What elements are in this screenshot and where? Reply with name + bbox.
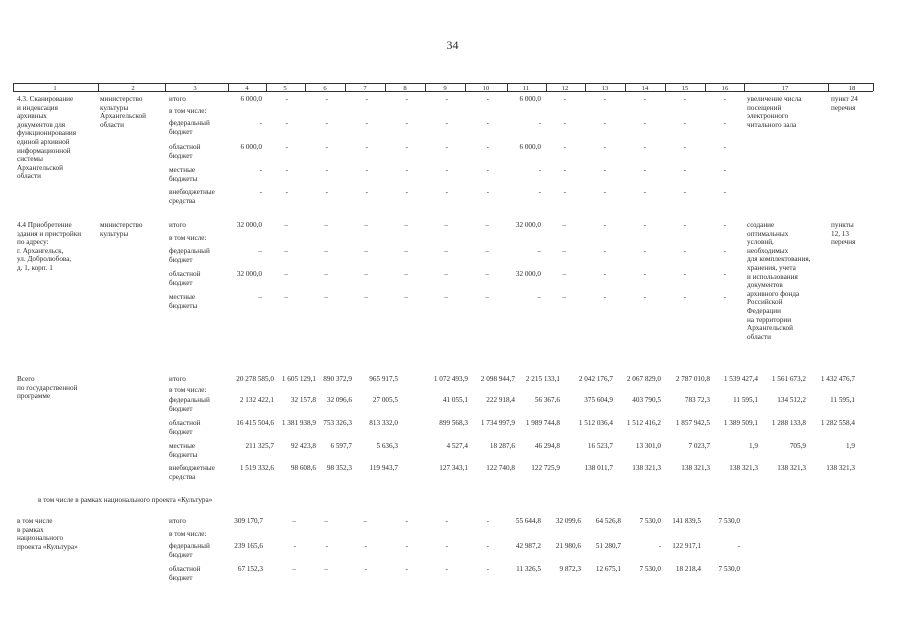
cell-value: - [683,221,686,229]
cell-value: – [404,270,408,278]
cell-value: 6 000,0 [240,143,262,151]
cell-value: - [603,270,606,278]
cell-value: 138 321,3 [681,464,710,472]
cell-value: - [683,247,686,255]
cell-value: 32 099,6 [555,517,581,525]
cell-value: - [445,517,448,525]
cell-value: 56 367,6 [534,396,560,404]
cell-value: 1,9 [846,442,855,450]
header-divider [507,83,508,91]
cell-value: 5 636,3 [376,442,398,450]
cell-value: - [285,188,288,196]
column-number: 13 [601,85,609,92]
cell-value: 965 917,5 [369,375,398,383]
cell-value: – [258,247,262,255]
cell-value: 1 989 744,8 [525,419,560,427]
cell-value: - [325,95,328,103]
cell-value: 1 282 558,4 [820,419,855,427]
cell-value: 46 294,8 [534,442,560,450]
column-number: 1 [53,85,57,92]
cell-value: – [324,221,328,229]
cell-value: - [723,95,726,103]
cell-value: 1 857 942,5 [675,419,710,427]
row-label: местные бюджеты [169,442,198,459]
header-divider [705,83,706,91]
cell-value: – [404,247,408,255]
cell-value: 119 943,7 [369,464,398,472]
cell-value: 4 527,4 [446,442,468,450]
cell-value: - [405,517,408,525]
cell-value: 2 215 133,1 [525,375,560,383]
cell-value: 7 530,0 [639,565,661,573]
cell-value: - [364,542,367,550]
cell-value: - [405,95,408,103]
row-label: в том числе: [169,530,207,538]
cell-value: - [486,95,489,103]
cell-value: 32 157,8 [290,396,316,404]
cell-value: – [363,517,367,525]
header-divider [345,83,346,91]
cell-value: - [563,188,566,196]
cell-value: – [324,517,328,525]
cell-value: - [259,119,262,127]
cell-value: - [683,119,686,127]
cell-value: 32 000,0 [236,270,262,278]
cell-value: – [485,247,489,255]
header-divider [266,83,267,91]
cell-value: - [285,166,288,174]
column-number: 16 [721,85,729,92]
cell-value: 6 000,0 [519,95,541,103]
cell-value: 1 072 493,9 [433,375,468,383]
cell-value: – [444,247,448,255]
header-divider [465,83,466,91]
cell-value: - [723,188,726,196]
row-label: в том числе: [169,234,207,242]
cell-value: 18 218,4 [675,565,701,573]
cell-value: 20 278 585,0 [236,375,274,383]
cell-value: – [537,247,541,255]
cell-value: 32 000,0 [515,221,541,229]
cell-value: - [643,247,646,255]
header-divider [228,83,229,91]
column-number: 4 [245,85,249,92]
section_4_4-link: пункты 12, 13 перечня [831,221,856,247]
cell-value: - [563,95,566,103]
cell-value: - [325,143,328,151]
header-divider [665,83,666,91]
cell-value: - [723,293,726,301]
column-number: 7 [363,85,367,92]
cell-value: – [562,293,566,301]
cell-value: 403 790,5 [632,396,661,404]
section_4_3-link: пункт 24 перечня [831,95,858,112]
cell-value: – [324,270,328,278]
cell-value: - [365,143,368,151]
cell-value: - [643,143,646,151]
header-divider [13,83,14,91]
cell-value: – [485,293,489,301]
header-divider [98,83,99,91]
row-label: итого [169,221,186,229]
cell-value: - [365,119,368,127]
row-label: внебюджетные средства [169,188,215,205]
cell-value: - [723,247,726,255]
cell-value: - [538,119,541,127]
cell-value: - [658,542,661,550]
cell-value: - [445,188,448,196]
page-number: 34 [446,38,459,52]
cell-value: - [683,166,686,174]
cell-value: 2 132 422,1 [239,396,274,404]
cell-value: – [485,221,489,229]
cell-value: - [445,542,448,550]
cell-value: - [325,542,328,550]
section_4_3-name: 4.3. Сканирование и индексация архивных документов для функционирования единой архивной информационной системы Архангельской области [17,95,77,181]
cell-value: – [364,293,368,301]
cell-value: - [723,119,726,127]
cell-value: 1 288 133,8 [771,419,806,427]
cell-value: 138 321,3 [729,464,758,472]
cell-value: – [562,221,566,229]
cell-value: - [643,293,646,301]
cell-value: – [404,221,408,229]
cell-value: 27 005,5 [372,396,398,404]
cell-value: - [603,119,606,127]
cell-value: 51 280,7 [595,542,621,550]
cell-value: - [405,166,408,174]
cell-value: 1 389 509,1 [723,419,758,427]
cell-value: - [259,188,262,196]
row-label: областной бюджет [169,565,201,582]
cell-value: 98 608,6 [290,464,316,472]
cell-value: - [486,565,489,573]
cell-value: - [723,166,726,174]
row-label: федеральный бюджет [169,396,210,413]
cell-value: - [325,166,328,174]
cell-value: - [603,293,606,301]
cell-value: – [292,517,296,525]
header-divider [425,83,426,91]
cell-value: - [603,188,606,196]
section_4_4-executor: министерство культуры [100,221,143,238]
cell-value: 2 098 944,7 [480,375,515,383]
cell-value: 1 512 416,2 [626,419,661,427]
cell-value: 890 372,9 [323,375,352,383]
cell-value: 32 096,6 [326,396,352,404]
row-label: федеральный бюджет [169,542,210,559]
section_4_3-result: увеличение числа посещений электронного читального зала [747,95,802,129]
row-label: областной бюджет [169,143,201,160]
cell-value: - [486,542,489,550]
cell-value: - [486,517,489,525]
row-label: федеральный бюджет [169,247,210,264]
cell-value: 32 000,0 [515,270,541,278]
cell-value: – [284,270,288,278]
column-number: 9 [443,85,447,92]
cell-value: 138 321,3 [826,464,855,472]
cell-value: - [643,221,646,229]
row-label: итого [169,375,186,383]
column-number: 14 [641,85,649,92]
cell-value: 7 530,0 [718,517,740,525]
national_project-name: в том числе в рамках национального проекта «Культура» [17,517,78,551]
column-number: 11 [522,85,530,92]
column-number: 8 [403,85,407,92]
cell-value: 7 530,0 [718,565,740,573]
cell-value: - [365,188,368,196]
cell-value: - [643,188,646,196]
header-divider [828,83,829,91]
cell-value: 32 000,0 [236,221,262,229]
cell-value: - [405,143,408,151]
cell-value: - [285,95,288,103]
header-divider [585,83,586,91]
cell-value: - [563,119,566,127]
header-divider [546,83,547,91]
cell-value: 1 381 938,9 [281,419,316,427]
column-number: 17 [781,85,789,92]
cell-value: - [285,143,288,151]
cell-value: 16 415 504,6 [236,419,274,427]
cell-value: 138 011,7 [584,464,613,472]
row-label: областной бюджет [169,270,201,287]
column-number: 10 [482,85,490,92]
cell-value: 239 165,6 [234,542,263,550]
cell-value: - [293,542,296,550]
cell-value: - [405,565,408,573]
cell-value: - [683,293,686,301]
cell-value: - [486,188,489,196]
cell-value: – [562,270,566,278]
cell-value: - [486,166,489,174]
cell-value: 211 325,7 [245,442,274,450]
cell-value: – [324,293,328,301]
cell-value: 11 595,1 [830,396,855,404]
cell-value: 21 980,6 [555,542,581,550]
cell-value: 899 568,3 [439,419,468,427]
column-number: 15 [681,85,689,92]
cell-value: – [284,221,288,229]
cell-value: 1 512 036,4 [578,419,613,427]
column-number: 3 [193,85,197,92]
cell-value: – [444,293,448,301]
cell-value: 41 055,1 [442,396,468,404]
cell-value: - [603,166,606,174]
cell-value: – [292,565,296,573]
cell-value: - [643,119,646,127]
cell-value: 122 917,1 [672,542,701,550]
header-divider [305,83,306,91]
cell-value: - [445,95,448,103]
header-divider [165,83,166,91]
cell-value: 1 432 476,7 [820,375,855,383]
cell-value: - [603,247,606,255]
cell-value: 11 595,1 [733,396,758,404]
column-number: 2 [131,85,135,92]
cell-value: - [643,270,646,278]
cell-value: 6 000,0 [240,95,262,103]
section_4_3-executor: министерство культуры Архангельской области [100,95,146,129]
cell-value: - [445,119,448,127]
header-divider [385,83,386,91]
row-label: внебюджетные средства [169,464,215,481]
cell-value: - [445,166,448,174]
cell-value: 7 023,7 [688,442,710,450]
cell-value: - [563,166,566,174]
cell-value: 1 734 997,9 [480,419,515,427]
total-name: Всего по государственной программе [17,375,78,401]
cell-value: – [284,247,288,255]
cell-value: 1,9 [749,442,758,450]
header-divider [873,83,874,91]
cell-value: - [325,188,328,196]
cell-value: 134 512,2 [777,396,806,404]
section_4_4-result: создание оптимальных условий, необходимых для комплектования, хранения, учета и использования документов архивного фонда Российской Федерации на территории Архангельской области [747,221,811,341]
cell-value: - [486,119,489,127]
cell-value: – [258,293,262,301]
cell-value: 2 042 176,7 [578,375,613,383]
cell-value: 309 170,7 [234,517,263,525]
cell-value: - [445,565,448,573]
cell-value: 7 530,0 [639,517,661,525]
cell-value: 138 321,3 [777,464,806,472]
cell-value: - [365,166,368,174]
row-label: итого [169,95,186,103]
cell-value: - [325,119,328,127]
cell-value: - [364,565,367,573]
cell-value: - [486,143,489,151]
cell-value: 813 332,0 [369,419,398,427]
cell-value: 6 597,7 [330,442,352,450]
cell-value: - [683,270,686,278]
cell-value: - [445,143,448,151]
cell-value: - [683,188,686,196]
cell-value: - [285,119,288,127]
cell-value: - [737,542,740,550]
cell-value: - [538,166,541,174]
column-number: 18 [848,85,856,92]
cell-value: - [683,143,686,151]
cell-value: – [284,293,288,301]
row-label: в том числе: [169,107,207,115]
cell-value: 18 287,6 [489,442,515,450]
cell-value: - [405,542,408,550]
row-label: итого [169,517,186,525]
cell-value: 16 523,7 [587,442,613,450]
cell-value: 42 987,2 [515,542,541,550]
cell-value: 783 72,3 [684,396,710,404]
cell-value: 64 526,8 [595,517,621,525]
row-label: областной бюджет [169,419,201,436]
cell-value: 9 872,3 [559,565,581,573]
cell-value: – [324,247,328,255]
cell-value: 67 152,3 [237,565,263,573]
cell-value: - [603,143,606,151]
cell-value: - [643,95,646,103]
cell-value: – [485,270,489,278]
cell-value: 127 343,1 [439,464,468,472]
column-number: 6 [323,85,327,92]
cell-value: 122 740,8 [486,464,515,472]
cell-value: - [259,166,262,174]
cell-value: 753 326,3 [323,419,352,427]
cell-value: 1 539 427,4 [723,375,758,383]
cell-value: 141 839,5 [672,517,701,525]
cell-value: 122 725,9 [531,464,560,472]
cell-value: – [364,221,368,229]
row-label: в том числе: [169,386,207,394]
cell-value: 1 605 129,1 [281,375,316,383]
cell-value: 2 067 829,0 [626,375,661,383]
cell-value: 2 787 010,8 [675,375,710,383]
cell-value: – [444,221,448,229]
cell-value: - [603,95,606,103]
cell-value: 92 423,8 [290,442,316,450]
cell-value: - [723,143,726,151]
cell-value: - [405,188,408,196]
cell-value: – [404,293,408,301]
cell-value: - [365,95,368,103]
cell-value: 12 675,1 [595,565,621,573]
cell-value: - [538,188,541,196]
cell-value: 705,9 [789,442,806,450]
column-number: 12 [561,85,569,92]
section_4_4-name: 4.4 Приобретение здания и пристройки по адресу: г. Архангельск, ул. Добролюбова, д. 1, корп. 1 [17,221,82,272]
row-label: местные бюджеты [169,293,198,310]
cell-value: – [364,270,368,278]
cell-value: - [603,221,606,229]
cell-value: - [405,119,408,127]
cell-value: 98 352,3 [326,464,352,472]
cell-value: - [643,166,646,174]
row-label: федеральный бюджет [169,119,210,136]
cell-value: 13 301,0 [635,442,661,450]
header-divider [625,83,626,91]
cell-value: 11 326,5 [516,565,541,573]
header-divider [744,83,745,91]
cell-value: – [562,247,566,255]
cell-value: 6 000,0 [519,143,541,151]
cell-value: - [723,221,726,229]
cell-value: 138 321,3 [632,464,661,472]
cell-value: – [324,565,328,573]
cell-value: – [537,293,541,301]
cell-value: - [683,95,686,103]
cell-value: 222 918,4 [486,396,515,404]
cell-value: 1 519 332,6 [239,464,274,472]
cell-value: – [364,247,368,255]
cell-value: 375 604,9 [584,396,613,404]
national-project-heading: в том числе в рамках национального проекта «Культура» [38,496,213,504]
cell-value: 55 644,8 [515,517,541,525]
cell-value: - [723,270,726,278]
cell-value: - [563,143,566,151]
column-number: 5 [283,85,287,92]
row-label: местные бюджеты [169,166,198,183]
cell-value: 1 561 673,2 [771,375,806,383]
cell-value: – [444,270,448,278]
